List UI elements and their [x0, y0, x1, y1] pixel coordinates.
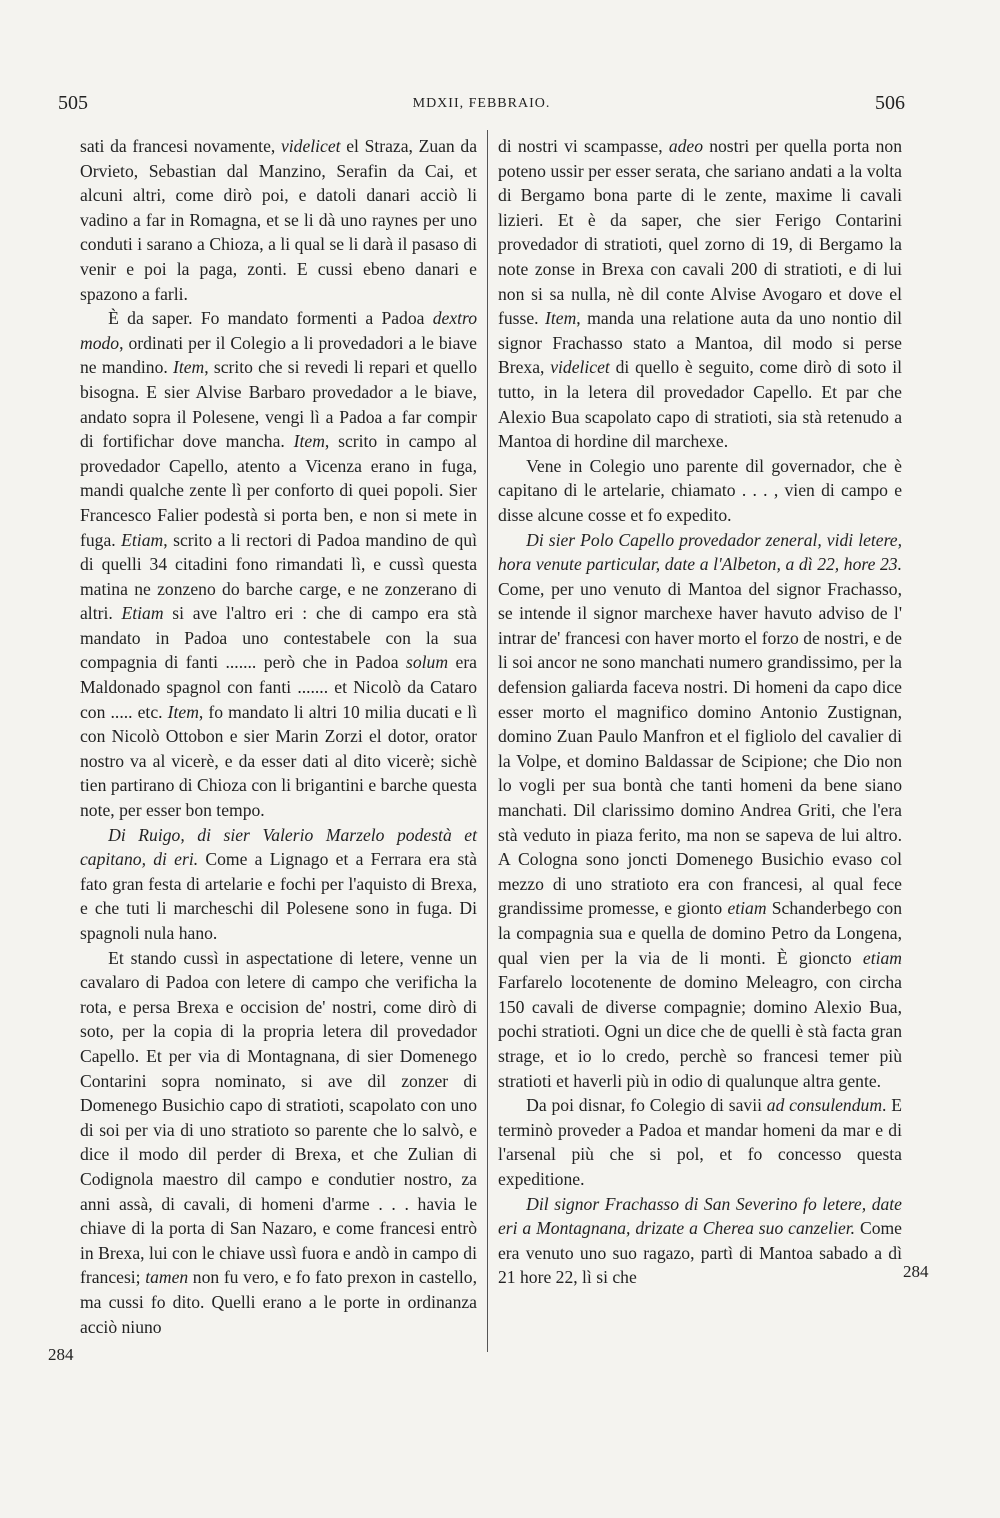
left-column [80, 134, 477, 1339]
right-column [498, 134, 902, 1290]
paragraph: È da saper. Fo mandato formenti a Padoa dextro modo, ordinati per il Colegio a li provedadori a le biave ne mandino. Item, scrito che si revedi li repari et quello bisogna. E sier Alvise Barbaro provedador a le biave, andato sopra il Polesene, vengi lì a Padoa a far compir di fortifichar dove mancha. Item, scrito in campo al provedador Capello, atento a Vicenza erano in fuga, mandi qualche zente lì per conforto di quei popoli. Sier Francesco Falier podestà si porta ben, e non si mete in fuga. Etiam, scrito a li rectori di Padoa mandino de quì di quelli 34 citadini fono rimandati lì, e cussì questa matina ne zonzeno do barche carge, e ne zonzerano di altri. Etiam si ave l'altro eri : che di campo era stà mandato in Padoa uno contestabele con la sua compagnia di fanti ....... però che in Padoa solum era Maldonado spagnol con fanti ....... et Nicolò da Cataro con ..... etc. Item, fo mandato li altri 10 milia ducati e lì con Nicolò Ottobon e sier Marin Zorzi el dotor, orator nostro va al vicerè, e da esser dati al dito vicerè; sichè tien partirano di Chioza con li brigantini e barche questa note, per esser bon tempo. [80, 308, 478, 821]
paragraph: Dil signor Frachasso di San Severino fo letere, date eri a Montagnana, drizate a Cherea suo canzelier. Come era venuto uno suo ragazo, partì di Mantoa sabado a dì 21 hore 22, lì si che [498, 1193, 902, 1288]
margin-reference-left: 284 [48, 1345, 74, 1364]
paragraph: sati da francesi novamente, videlicet el Straza, Zuan da Orvieto, Sebastian dal Manzino, Serafin da Cai, et alcuni altri, come dirò poi, e datoli danari acciò li vadino a far in Romagna, et se li dà uno raynes per uno conduti i sarano a Chioza, a li qual se li darà il pasaso di venir e poi la paga, zonti. E cussi ebeno danari e spazono a farli. [80, 136, 477, 304]
page-number-right: 506 [875, 92, 905, 114]
column-divider [487, 130, 488, 1352]
page-number-left: 505 [58, 92, 88, 114]
paragraph: Di Ruigo, di sier Valerio Marzelo podestà et capitano, di eri. Come a Lignago et a Ferrara era stà fato gran festa di artelarie e fochi per l'aquisto di Brexa, e che tuti li marcheschi dil Polesene sono in fuga. Di spagnoli nula hano. [80, 824, 477, 943]
paragraph: Di sier Polo Capello provedador zeneral, vidi letere, hora venute particular, date a l'Albeton, a dì 22, hore 23. Come, per uno venuto di Mantoa del signor Frachasso, se intende il signor marchexe haver havuto adviso de l' intrar de' francesi con haver morto el forzo de nostri, e de li soi ancor ne sono manchati numero grandissimo, per la defension galiarda faceva nostri. Di homeni da capo dice esser morto el magnifico domino Antonio Zustignan, domino Zuan Paulo Manfron et el figliolo del cavalier di la Volpe, et domino Baldassar de Scipione; che Dio non lo vogli per sua bontà che tanti homeni da bene siano manchati. Dil clarissimo domino Andrea Griti, che l'era stà veduto in piaza ferito, ma non se sapeva de lui altro. A Cologna sono joncti Domenego Busichio evaso col mezzo di uno stratioto era con francesi, al qual fece grandissime promesse, e gionto etiam Schanderbego con la compagnia sua e quella de domino Petro da Longena, qual vien per la via de li monti. È gioncto etiam Farfarelo locotenente de domino Meleagro, con circha 150 cavali de diverse compagnie; domino Alexio Bua, pochi stratioti. Ogni un dice che de quelli è stà facta gran strage, et io lo credo, perchè so francesi temer più stratioti et haverli più in odio di qualunque altra gente. [498, 529, 902, 1091]
paragraph: di nostri vi scampasse, adeo nostri per quella porta non poteno ussir per esser serata, che sariano andati a la volta di Bergamo bona parte di le zente, maxime li cavali lizieri. Et è da saper, che sier Ferigo Contarini provedador di stratioti, quel zorno di 19, di Bergamo la note zonse in Brexa con cavali 200 di stratioti, e di lui non si sa nulla, nè dil conte Alvise Avogaro et dove el fusse. Item, manda una relatione auta da uno nontio dil signor Frachasso stato a Mantoa, dil modo si perse Brexa, videlicet di quello è seguito, come dirò di soto il tutto, in la letera dil provedador Capello. Et par che Alexio Bua scapolato capo di stratioti, sia stà retenudo a Mantoa di hordine dil marchexe. [498, 136, 902, 452]
margin-reference-right: 284 [903, 1262, 929, 1281]
paragraph: Et stando cussì in aspectatione di letere, venne un cavalaro di Padoa con letere di campo che verificha la rota, e persa Brexa e occision de' nostri, come dirò di soto, per la copia di la propria letera dil provedador Capello. Et per via di Montagnana, di sier Domenego Contarini sopra nominato, si ave dil zonzer di Domenego Busichio capo di stratioti, scapolato con uno di soi per via di uno stratioto so parente che lo salvò, e dice il modo dil perder di Brexa, et che Zulian di Codignola maestro dil campo e condutier nostro, za anni assà, di cavali, di homeni d'arme . . . havia le chiave di la porta di San Nazaro, e come francesi entrò in Brexa, lui con le chiave ussì fuora e andò in campo di francesi; tamen non fu vero, e fo fato prexon in castello, ma cussi fo dito. Quelli erano a le porte in ordinanza acciò niuno [80, 947, 477, 1337]
paragraph: Vene in Colegio uno parente dil governador, che è capitano di le artelarie, chiamato . . . , vien di campo e disse alcune cosse et fo expedito. [498, 455, 902, 525]
running-title: MDXII, FEBBRAIO. [412, 96, 551, 111]
page-header [58, 92, 905, 122]
paragraph: Da poi disnar, fo Colegio di savii ad consulendum. E terminò proveder a Padoa et mandar homeni da mar e di l'arsenal più che si pol, et fo concesso questa expeditione. [498, 1095, 902, 1189]
